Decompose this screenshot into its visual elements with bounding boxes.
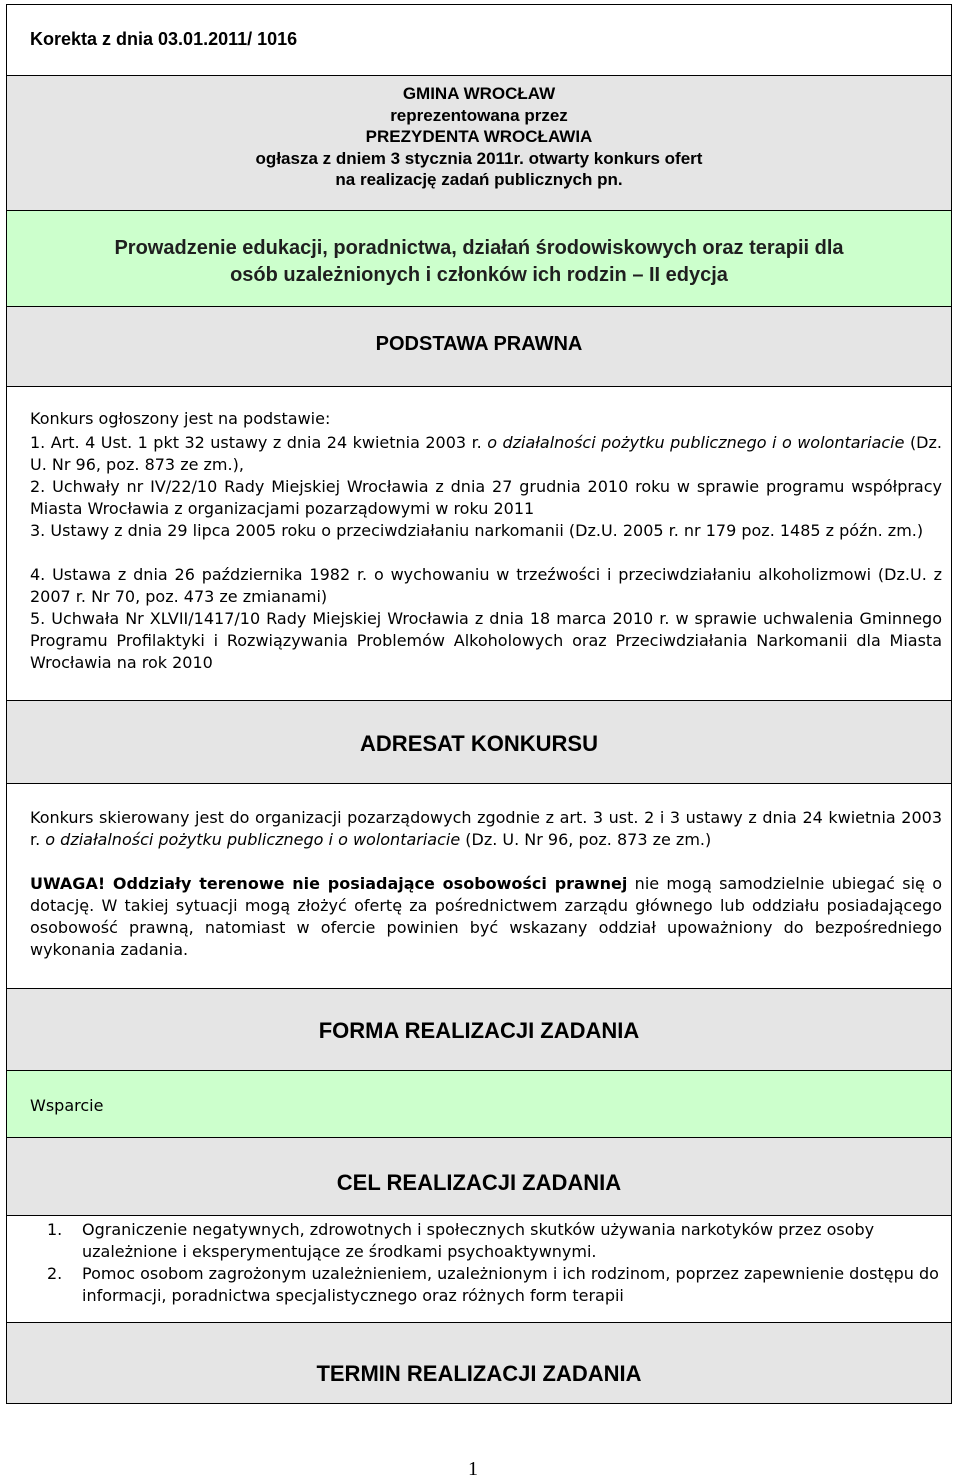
legal-basis-item-3: 3. Ustawy z dnia 29 lipca 2005 roku o przeciwdziałaniu narkomanii (Dz.U. 2005 r. nr 179 poz. 1485 z późn. zm.) [30, 521, 924, 540]
legal-basis-heading-row [7, 307, 951, 387]
addressee-heading-row [7, 701, 951, 784]
page-number: 1 [468, 1458, 478, 1480]
addressee-paragraph [30, 807, 942, 851]
term-heading: TERMIN REALIZACJI ZADANIA [316, 1361, 642, 1386]
goal-item [30, 1219, 942, 1263]
legal-basis-item-5: 5. Uchwała Nr XLVII/1417/10 Rady Miejskiej Wrocławia z dnia 18 marca 2010 r. w sprawie uchwalenia Gminnego Programu Profilaktyki i Rozwiązywania Problemów Alkoholowych oraz Przeciwdziałania Narkomanii dla Miasta Wrocławia na rok 2010 [30, 609, 942, 672]
addressee-heading: ADRESAT KONKURSU [360, 731, 598, 756]
legal-basis-item-2: 2. Uchwały nr IV/22/10 Rady Miejskiej Wrocławia z dnia 27 grudnia 2010 roku w sprawie programu współpracy Miasta Wrocławia z organizacjami pozarządowymi w roku 2011 [30, 477, 942, 518]
legal-basis-content [7, 387, 951, 701]
goal-list [30, 1219, 942, 1307]
legal-basis-heading: PODSTAWA PRAWNA [375, 333, 583, 355]
paragraph-italic: o działalności pożytku publicznego i o wolontariacie [45, 830, 461, 849]
announcement-block [7, 76, 951, 211]
addressee-note [30, 873, 942, 961]
form-heading: FORMA REALIZACJI ZADANIA [318, 1018, 640, 1043]
legal-basis-item-1 [30, 432, 942, 476]
announcement-line: na realizację zadań publicznych pn. [335, 170, 623, 189]
legal-basis-intro: Konkurs ogłoszony jest na podstawie: [30, 409, 331, 428]
item-text: (Dz. U. Nr 96, poz. 873 ze zm.), [30, 433, 942, 474]
warning-text: nie mogą samodzielnie ubiegać się o dotację. W takiej sytuacji mogą złożyć ofertę za pośrednictwem zarządu głównego lub oddziału posiadającego osobowość prawną, natomiast w ofercie powinien być wskazany oddział upoważniony do bezpośredniego wykonania zadania. [30, 874, 943, 959]
legal-basis-item-4: 4. Ustawa z dnia 26 października 1982 r. o wychowaniu w trzeźwości i przeciwdziałaniu alkoholizmowi (Dz.U. z 2007 r. Nr 70, poz. 473 ze zmianami) [30, 565, 942, 606]
form-value: Wsparcie [30, 1096, 104, 1115]
goal-item-number: 1. [47, 1220, 63, 1239]
goal-item-number: 2. [47, 1264, 63, 1283]
addressee-content [7, 784, 951, 989]
task-title-block [7, 211, 951, 307]
announcement-lines [7, 83, 951, 191]
announcement-line: PREZYDENTA WROCŁAWIA [365, 127, 593, 146]
announcement-line: reprezentowana przez [390, 105, 568, 125]
goal-item-text: Ograniczenie negatywnych, zdrowotnych i społecznych skutków używania narkotyków przez osoby uzależnione i eksperymentujące ze środkami psychoaktywnymi. [82, 1220, 875, 1261]
goal-item [30, 1263, 942, 1307]
warning-bold-text: Oddziały terenowe nie posiadające osobowości prawnej [105, 874, 628, 893]
goal-item-text: Pomoc osobom zagrożonym uzależnieniem, uzależnionym i ich rodzinom, poprzez zapewnienie dostępu do informacji, poradnictwa specjalistycznego oraz różnych form terapii [82, 1264, 939, 1305]
correction-text: Korekta z dnia 03.01.2011/ 1016 [30, 29, 298, 49]
item-italic: o działalności pożytku publicznego i o wolontariacie [487, 433, 905, 452]
warning-label: UWAGA! [30, 874, 106, 893]
term-heading-row [7, 1323, 951, 1403]
task-title [7, 235, 951, 289]
goal-content [7, 1216, 951, 1323]
form-heading-row [7, 989, 951, 1071]
announcement-line: GMINA WROCŁAW [402, 84, 556, 103]
correction-row [7, 5, 951, 76]
task-title-line: Prowadzenie edukacji, poradnictwa, działań środowiskowych oraz terapii dla [114, 237, 844, 259]
form-value-row [7, 1071, 951, 1138]
task-title-line: osób uzależnionych i członków ich rodzin – II edycja [230, 264, 728, 286]
announcement-table [6, 4, 952, 1404]
paragraph-text: (Dz. U. Nr 96, poz. 873 ze zm.) [460, 830, 712, 849]
paragraph-text: Konkurs skierowany jest do organizacji pozarządowych zgodnie z art. 3 ust. 2 i 3 ustawy z dnia 24 kwietnia 2003 r. [30, 808, 942, 849]
announcement-line: ogłasza z dniem 3 stycznia 2011r. otwarty konkurs ofert [255, 148, 703, 168]
item-text: 1. Art. 4 Ust. 1 pkt 32 ustawy z dnia 24 kwietnia 2003 r. [30, 433, 488, 452]
goal-heading: CEL REALIZACJI ZADANIA [336, 1170, 622, 1195]
goal-heading-row [7, 1138, 951, 1216]
